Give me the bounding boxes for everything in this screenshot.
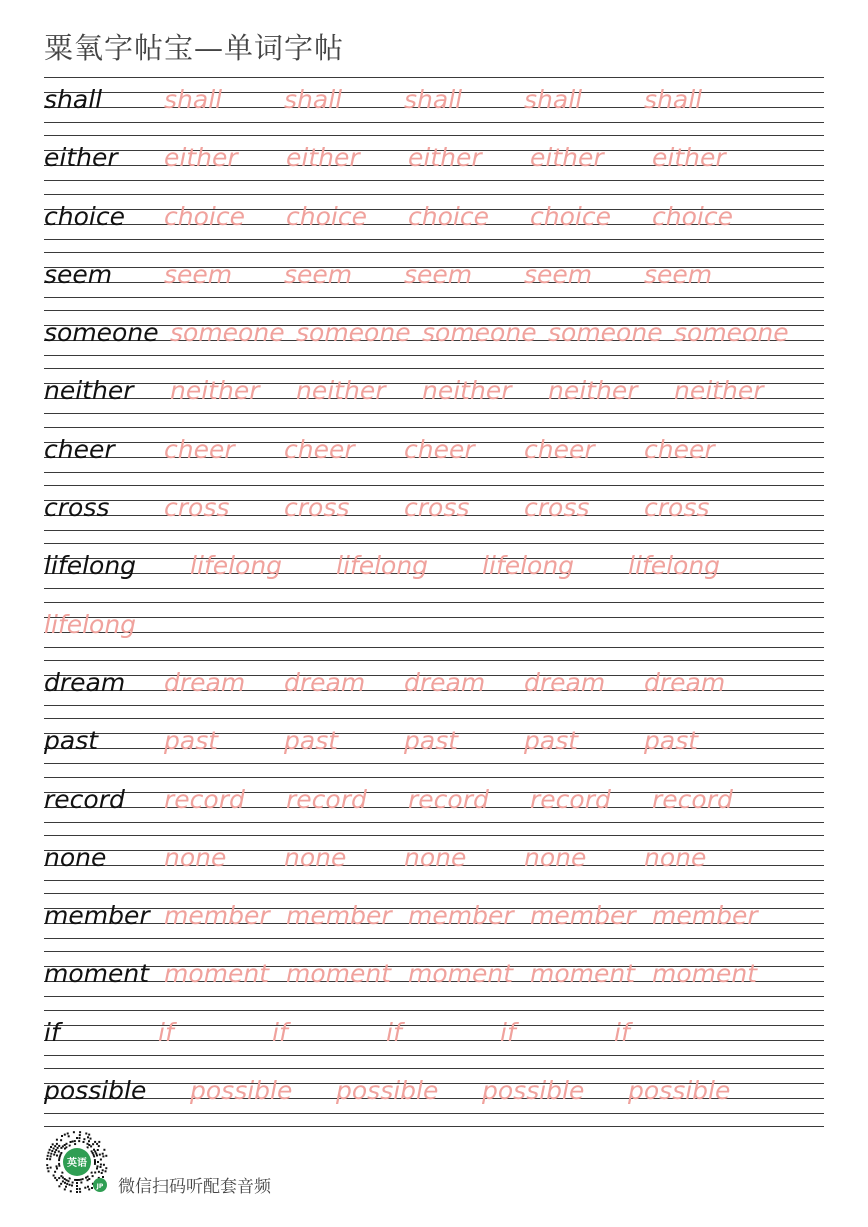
ruled-line: [44, 543, 824, 544]
footer-caption: 微信扫码听配套音频: [118, 1177, 271, 1197]
ruled-line: [44, 1113, 824, 1114]
trace-word: moment: [164, 959, 270, 989]
trace-word: cross: [644, 493, 710, 523]
model-word: past: [44, 726, 99, 756]
trace-word: dream: [404, 667, 486, 697]
trace-word: possible: [336, 1076, 439, 1106]
ruled-line: [44, 996, 824, 997]
model-word: dream: [44, 667, 126, 697]
model-word: lifelong: [44, 551, 137, 581]
trace-word: someone: [674, 318, 789, 348]
trace-word: either: [286, 143, 360, 173]
footer: [42, 1128, 442, 1200]
trace-word: someone: [296, 318, 411, 348]
ruled-line: [44, 180, 824, 181]
ruled-line: [44, 660, 824, 661]
ruled-line: [44, 880, 824, 881]
ruled-line: [44, 718, 824, 719]
word-row: [44, 543, 824, 601]
trace-word: possible: [482, 1076, 585, 1106]
trace-word: member: [408, 901, 514, 931]
trace-word: if: [386, 1017, 402, 1047]
word-row: [44, 77, 824, 135]
trace-word: if: [272, 1017, 288, 1047]
ruled-line: [44, 1068, 824, 1069]
trace-word: past: [284, 726, 339, 756]
ruled-line: [44, 938, 824, 939]
trace-word: shall: [404, 85, 463, 114]
ruled-line: [44, 835, 824, 836]
ruled-line: [44, 368, 824, 369]
word-row: [44, 368, 824, 426]
ruled-line: [44, 530, 824, 531]
ruled-line: [44, 705, 824, 706]
trace-word: choice: [530, 201, 611, 231]
trace-word: cheer: [164, 434, 235, 464]
trace-word: shall: [524, 85, 583, 114]
trace-word: choice: [164, 201, 245, 231]
ruled-line: [44, 1010, 824, 1011]
ruled-line: [44, 77, 824, 78]
qr-code-icon[interactable]: [42, 1128, 112, 1198]
ruled-line: [44, 413, 824, 414]
trace-word: lifelong: [628, 551, 721, 581]
trace-word: cross: [284, 493, 350, 523]
trace-word: neither: [548, 376, 638, 406]
ruled-line: [44, 252, 824, 253]
trace-word: if: [158, 1017, 174, 1047]
trace-word: record: [164, 784, 245, 814]
model-word: cheer: [44, 434, 115, 464]
trace-word: if: [614, 1017, 630, 1047]
word-row: [44, 835, 824, 893]
word-row: [44, 777, 824, 835]
ruled-line: [44, 135, 824, 136]
trace-word: someone: [548, 318, 663, 348]
trace-word: moment: [286, 959, 392, 989]
ruled-line: [44, 472, 824, 473]
trace-word: past: [644, 726, 699, 756]
trace-word: none: [164, 842, 227, 872]
word-row: [44, 194, 824, 252]
word-row: [44, 135, 824, 193]
model-word: moment: [44, 959, 150, 989]
trace-word: past: [164, 726, 219, 756]
word-row: [44, 252, 824, 310]
trace-word: seem: [284, 259, 353, 289]
ruled-line: [44, 310, 824, 311]
trace-word: dream: [164, 667, 246, 697]
ruled-line: [44, 297, 824, 298]
ruled-line: [44, 647, 824, 648]
trace-word: moment: [530, 959, 636, 989]
model-word: record: [44, 784, 125, 814]
copybook-sheet: [44, 77, 824, 1127]
trace-word: possible: [628, 1076, 731, 1106]
ruled-line: [44, 122, 824, 123]
trace-word: past: [524, 726, 579, 756]
ruled-line: [44, 355, 824, 356]
qr-corner-label: JP: [96, 1183, 104, 1190]
model-word: cross: [44, 493, 110, 523]
ruled-line: [44, 777, 824, 778]
trace-word: neither: [296, 376, 386, 406]
ruled-line: [44, 763, 824, 764]
trace-word: cheer: [404, 434, 475, 464]
model-word: member: [44, 901, 150, 931]
word-row: [44, 893, 824, 951]
trace-word: member: [286, 901, 392, 931]
trace-word: either: [164, 143, 238, 173]
trace-word: neither: [170, 376, 260, 406]
trace-word: record: [530, 784, 611, 814]
ruled-line: [44, 617, 824, 618]
trace-word: if: [500, 1017, 516, 1047]
model-word: if: [44, 1017, 60, 1047]
model-word: possible: [44, 1076, 147, 1106]
ruled-line: [44, 602, 824, 603]
ruled-line: [44, 588, 824, 589]
trace-word: cross: [404, 493, 470, 523]
word-row: [44, 602, 824, 660]
ruled-line: [44, 239, 824, 240]
trace-word: lifelong: [190, 551, 283, 581]
trace-word: seem: [404, 259, 473, 289]
model-word: choice: [44, 201, 125, 231]
trace-word: member: [530, 901, 636, 931]
word-row: [44, 485, 824, 543]
model-word: seem: [44, 259, 113, 289]
trace-word: possible: [190, 1076, 293, 1106]
model-word: shall: [44, 85, 103, 114]
trace-word: choice: [408, 201, 489, 231]
model-word: either: [44, 143, 118, 173]
word-row: [44, 427, 824, 485]
trace-word: shall: [284, 85, 343, 114]
ruled-line: [44, 951, 824, 952]
word-row: [44, 1010, 824, 1068]
trace-word: either: [652, 143, 726, 173]
trace-word: cheer: [644, 434, 715, 464]
trace-word: record: [286, 784, 367, 814]
ruled-line: [44, 1055, 824, 1056]
ruled-line: [44, 427, 824, 428]
model-word: neither: [44, 376, 134, 406]
trace-word: past: [404, 726, 459, 756]
trace-word: shall: [644, 85, 703, 114]
trace-word: cheer: [524, 434, 595, 464]
trace-word: someone: [170, 318, 285, 348]
trace-word: lifelong: [482, 551, 575, 581]
trace-word: dream: [284, 667, 366, 697]
trace-word: moment: [652, 959, 758, 989]
trace-word: record: [408, 784, 489, 814]
trace-word: choice: [286, 201, 367, 231]
trace-word: moment: [408, 959, 514, 989]
trace-word: seem: [644, 259, 713, 289]
ruled-line: [44, 485, 824, 486]
trace-word: lifelong: [336, 551, 429, 581]
trace-word: choice: [652, 201, 733, 231]
trace-word: none: [524, 842, 587, 872]
trace-word: seem: [524, 259, 593, 289]
ruled-line: [44, 822, 824, 823]
trace-word: cheer: [284, 434, 355, 464]
word-row: [44, 718, 824, 776]
trace-word: cross: [524, 493, 590, 523]
trace-word: either: [530, 143, 604, 173]
trace-word: someone: [422, 318, 537, 348]
qr-badge-label: 英语: [67, 1158, 87, 1169]
trace-word: cross: [164, 493, 230, 523]
trace-word: neither: [674, 376, 764, 406]
trace-word: member: [164, 901, 270, 931]
trace-word: member: [652, 901, 758, 931]
trace-word: seem: [164, 259, 233, 289]
trace-word: none: [284, 842, 347, 872]
trace-word: neither: [422, 376, 512, 406]
page-title: 粟氧字帖宝—单词字帖: [44, 31, 345, 65]
trace-word: record: [652, 784, 733, 814]
word-row: [44, 660, 824, 718]
trace-word: dream: [644, 667, 726, 697]
word-row: [44, 951, 824, 1009]
word-row: [44, 1068, 824, 1126]
trace-word: dream: [524, 667, 606, 697]
ruled-line: [44, 194, 824, 195]
trace-word: shall: [164, 85, 223, 114]
model-word: someone: [44, 318, 159, 348]
ruled-line: [44, 893, 824, 894]
ruled-line: [44, 632, 824, 633]
model-word: none: [44, 842, 107, 872]
trace-word: either: [408, 143, 482, 173]
trace-word: none: [404, 842, 467, 872]
word-row: [44, 310, 824, 368]
trace-word: lifelong: [44, 609, 137, 639]
trace-word: none: [644, 842, 707, 872]
